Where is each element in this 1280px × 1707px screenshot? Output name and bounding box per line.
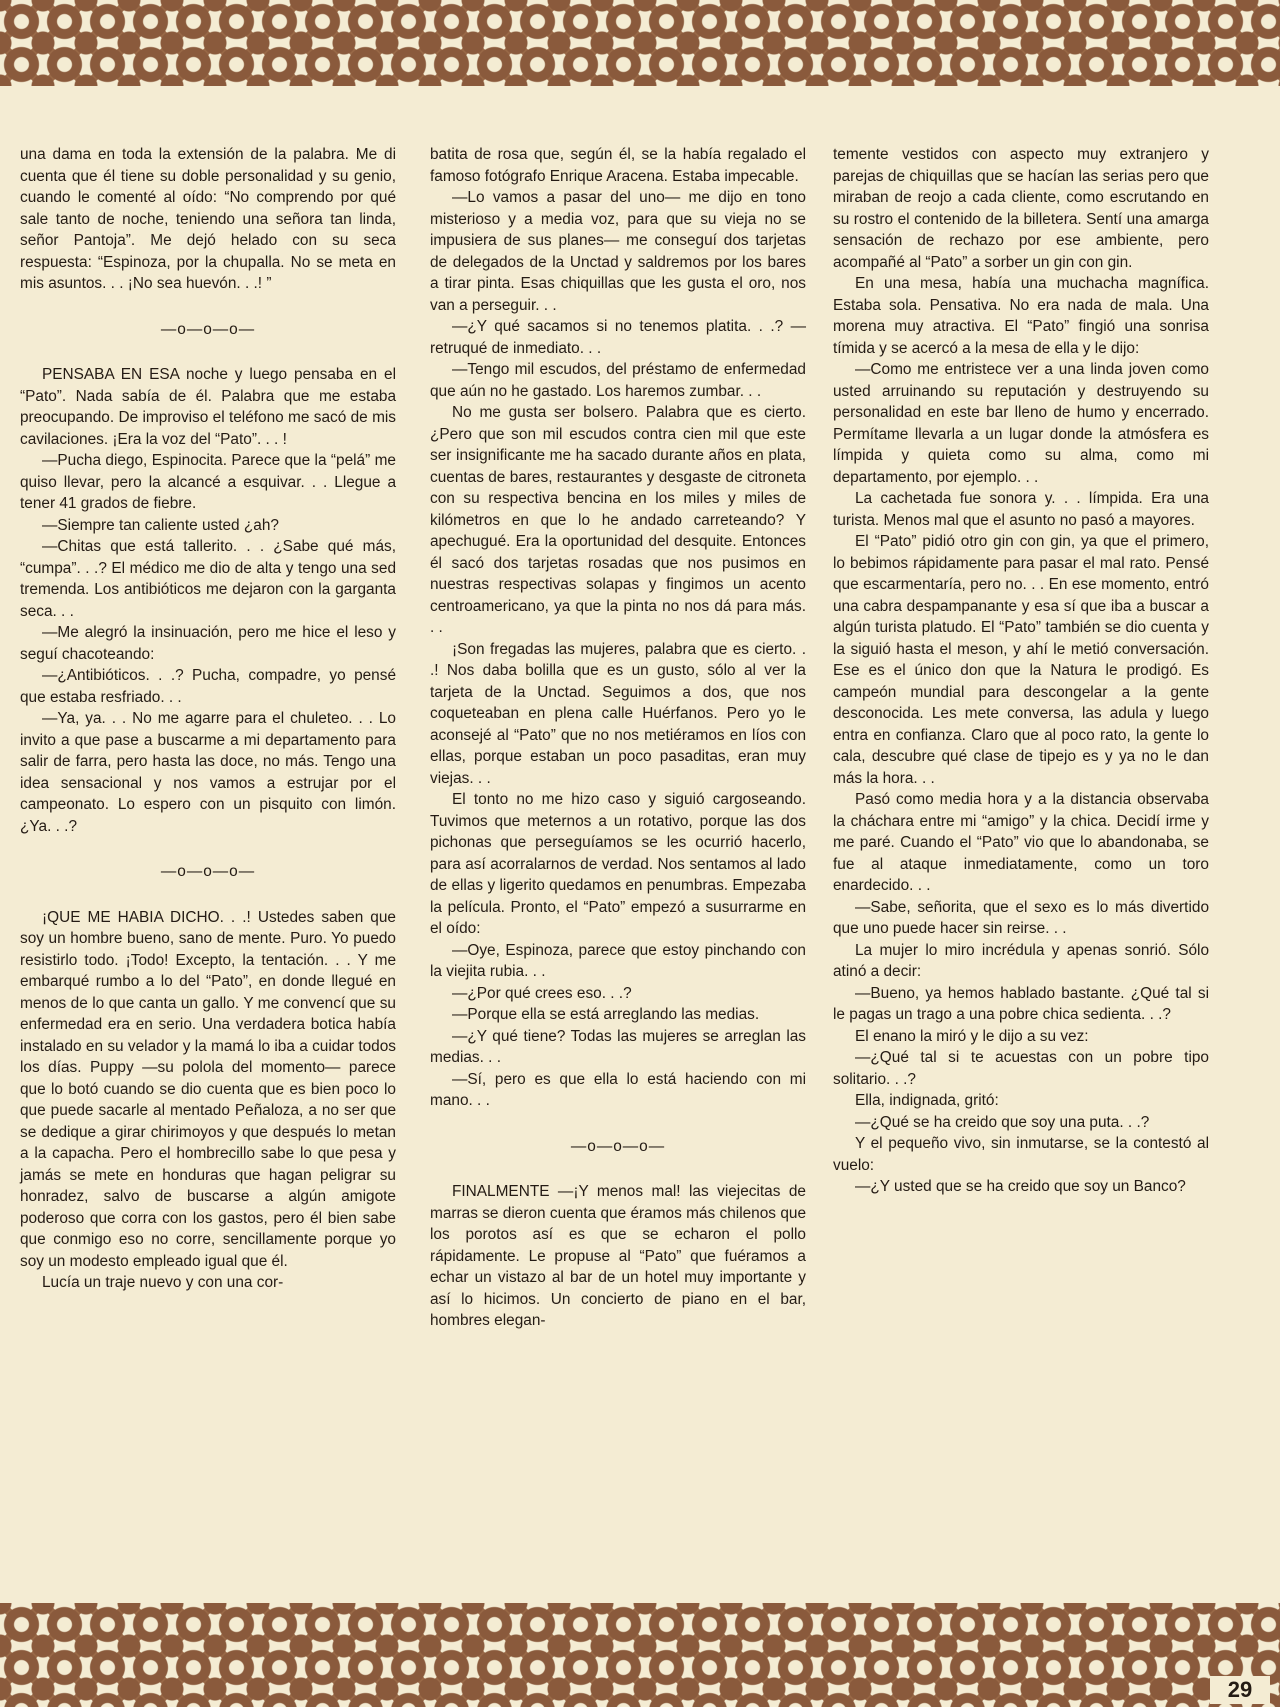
paragraph: —Porque ella se está arreglando las medias. — [452, 1006, 760, 1023]
bottom-ornamental-border — [0, 1603, 1280, 1707]
paragraph: —¿Por qué crees eso. . .? — [452, 984, 632, 1002]
paragraph: No me gusta ser bolsero. Palabra que es cierto. ¿Pero que son mil escudos contra cien mil que este ser insignificante me ha sacado durante años en plata, cuentas de bares, restaurantes y desgaste de citroneta con su respectiva bencina en los miles y miles de kilómetros en que lo he andado carreteando? Y apechugué. Era la oportunidad del desquite. Entonces él sacó dos tarjetas rosadas que nos pusimos en nuestras respectivas solapas y fingimos un acento centroamericano, ya que la pinta no nos dá para más. . . — [430, 404, 806, 636]
paragraph: una dama en toda la extensión de la palabra. Me di cuenta que él tiene su doble personalidad y su genio, cuando le comenté al oído: “No comprendo por qué sale tanto de noche, teniendo una señora tan linda, señor Pantoja”. Me dejó helado con su seca respuesta: “Espinoza, por la chupalla. No se meta en mis asuntos. . . ¡No sea huevón. . .! ” — [20, 146, 396, 292]
paragraph: —¿Qué tal si te acuestas con un pobre tipo solitario. . .? — [833, 1049, 1209, 1088]
paragraph: —Sí, pero es que ella lo está haciendo con mi mano. . . — [430, 1070, 806, 1109]
section-separator: —o—o—o— — [160, 320, 256, 338]
paragraph: Lucía un traje nuevo y con una cor- — [42, 1274, 284, 1291]
section-separator: —o—o—o— — [570, 1137, 666, 1155]
column-2 — [430, 144, 806, 1332]
page-number: 29 — [1210, 1676, 1270, 1704]
paragraph: Pasó como media hora y a la distancia observaba la cháchara entre mi “amigo” y la chica. Decidí irme y me paré. Cuando el “Pato” vio que lo abandonaba, se fue al ataque inmediatamente, como un toro enardecido. . . — [833, 791, 1209, 894]
paragraph: El enano la miró y le dijo a su vez: — [855, 1027, 1089, 1045]
paragraph: —¿Y usted que se ha creido que soy un Banco? — [855, 1178, 1186, 1195]
paragraph: —Siempre tan caliente usted ¿ah? — [42, 516, 279, 534]
paragraph: —Bueno, ya hemos hablado bastante. ¿Qué tal si le pagas un trago a una pobre chica sedienta. . .? — [833, 984, 1209, 1023]
column-3 — [833, 144, 1209, 1198]
paragraph: —Chitas que está tallerito. . . ¿Sabe qué más, “cumpa”. . .? El médico me dio de alta y tengo una sed tremenda. Los antibióticos me dejaron con la garganta seca. . . — [20, 538, 396, 620]
paragraph: PENSABA EN ESA noche y luego pensaba en el “Pato”. Nada sabía de él. Palabra que me estaba preocupando. De improviso el teléfono me sacó de mis cavilaciones. ¡Era la voz del “Pato”. . . ! — [20, 366, 396, 448]
paragraph: Y el pequeño vivo, sin inmutarse, se la contestó al vuelo: — [833, 1135, 1209, 1174]
column-1 — [20, 144, 396, 1294]
top-ornamental-border — [0, 0, 1280, 86]
paragraph: ¡Son fregadas las mujeres, palabra que es cierto. . .! Nos daba bolilla que es un gusto, sólo al ver la tarjeta de la Unctad. Seguimos a dos, que nos coqueteaban en plena calle Huérfanos. Pero yo le aconsejé al “Pato” que no nos metiéramos en líos con ellas, porque estaban un poco pasaditas, eran muy viejas. . . — [430, 640, 806, 787]
paragraph: —¿Y qué tiene? Todas las mujeres se arreglan las medias. . . — [430, 1027, 806, 1066]
paragraph: —Lo vamos a pasar del uno— me dijo en tono misterioso y a media voz, para que su vieja no se impusiera de sus planes— me conseguí dos tarjetas de delegados de la Unctad y saldremos por los bares a tirar pinta. Esas chiquillas que les gusta el oro, nos van a perseguir. . . — [430, 189, 806, 314]
paragraph: El tonto no me hizo caso y siguió cargoseando. Tuvimos que meternos a un rotativo, porque las dos pichonas que perseguíamos se les ocurrió hacerlo, para así acorralarnos de verdad. Nos sentamos al lado de ellas y ligerito quedamos en penumbras. Empezaba la película. Pronto, el “Pato” empezó a susurrarme en el oído: — [430, 791, 806, 937]
paragraph: —Como me entristece ver a una linda joven como usted arruinando su reputación y destruyendo su personalidad en este bar lleno de humo y encerrado. Permítame llevarla a un lugar donde la atmósfera es límpida y quieta como su alma, como mi departamento, por ejemplo. . . — [833, 361, 1209, 486]
paragraph: Ella, indignada, gritó: — [855, 1092, 999, 1109]
paragraph: —Sabe, señorita, que el sexo es lo más divertido que uno puede hacer sin reirse. . . — [833, 898, 1209, 937]
paragraph: El “Pato” pidió otro gin con gin, ya que el primero, lo bebimos rápidamente para pasar el mal rato. Pensé que escarmentaría, pero no. . . En ese momento, entró una cabra despampanante y esa sí que iba a buscar a algún turista platudo. El “Pato” también se dio cuenta y la siguió hasta el meson, y ahí le metió conversación. Ese es el único don que la Natura le prodigó. Es campeón mundial para descongelar a la gente desconocida. Les mete conversa, las adula y luego entra en confianza. Claro que al poco rato, la gente lo cala, descubre qué clase de tipejo es y ya no le dan más la hora. . . — [833, 533, 1209, 787]
paragraph: —¿Antibióticos. . .? Pucha, compadre, yo pensé que estaba resfriado. . . — [20, 667, 396, 706]
paragraph: batita de rosa que, según él, se la había regalado el famoso fotógrafo Enrique Aracena. Estaba impecable. — [430, 146, 806, 185]
paragraph: —Pucha diego, Espinocita. Parece que la “pelá” me quiso llevar, pero la alcancé a esquivar. . . Llegue a tener 41 grados de fiebre. — [20, 452, 396, 512]
paragraph: La mujer lo miro incrédula y apenas sonrió. Sólo atinó a decir: — [833, 941, 1209, 980]
paragraph: FINALMENTE —¡Y menos mal! las viejecitas de marras se dieron cuenta que éramos más chilenos que los porotos así es que se echaron el pollo rápidamente. Le propuse al “Pato” que fuéramos a echar un vistazo al bar de un hotel muy importante y así lo hicimos. Un concierto de piano en el bar, hombres elegan- — [430, 1183, 806, 1329]
paragraph: —Ya, ya. . . No me agarre para el chuleteo. . . Lo invito a que pase a buscarme a mi departamento para salir de farra, pero hasta las doce, no más. Tengo una idea sensacional y nos vamos a estrujar por el campeonato. Lo espero con un pisquito con limón. ¿Ya. . .? — [20, 710, 396, 835]
paragraph: temente vestidos con aspecto muy extranjero y parejas de chiquillas que se hacían las serias pero que miraban de reojo a cada cliente, como escrutando en su rostro el contenido de la billetera. Sentí una amarga sensación de rechazo por ese ambiente, pero acompañé al “Pato” a sorber un gin con gin. — [833, 146, 1209, 271]
paragraph: —Tengo mil escudos, del préstamo de enfermedad que aún no he gastado. Los haremos zumbar. . . — [430, 361, 806, 400]
paragraph: —¿Qué se ha creido que soy una puta. . .? — [855, 1113, 1150, 1131]
paragraph: —¿Y qué sacamos si no tenemos platita. . .? —retruqué de inmediato. . . — [430, 318, 806, 357]
paragraph: ¡QUE ME HABIA DICHO. . .! Ustedes saben que soy un hombre bueno, sano de mente. Puro. Yo puedo resistirlo todo. ¡Todo! Excepto, la tentación. . . Y me embarqué rumbo a lo del “Pato”, en donde llegué en menos de lo que canta un gallo. Y me convencí que su enfermedad era en serio. Una verdadera botica había instalado en su velador y la mamá lo iba a cuidar todos los días. Puppy —su polola del momento— parece que lo botó cuando se dio cuenta que es bien poco lo que puede sacarle al mentado Peñaloza, a no ser que se dedique a girar chirimoyos y que después lo metan a la capacha. Pero el hombrecillo sabe lo que pesa y jamás se mete en honduras que hagan peligrar su honradez, salvo de buscarse a algún amigote poderoso que corra con los gastos, pero él bien sabe que conmigo eso no corre, sencillamente porque yo soy un modesto empleado igual que él. — [20, 908, 396, 1270]
paragraph: La cachetada fue sonora y. . . límpida. Era una turista. Menos mal que el asunto no pasó a mayores. — [833, 490, 1209, 529]
paragraph: —Me alegró la insinuación, pero me hice el leso y seguí chacoteando: — [20, 624, 396, 663]
section-separator: —o—o—o— — [160, 863, 256, 880]
paragraph: —Oye, Espinoza, parece que estoy pinchando con la viejita rubia. . . — [430, 941, 806, 980]
paragraph: En una mesa, había una muchacha magnífica. Estaba sola. Pensativa. No era nada de mala. Una morena muy atractiva. El “Pato” fingió una sonrisa tímida y se acercó a la mesa de ella y le dijo: — [833, 275, 1209, 357]
